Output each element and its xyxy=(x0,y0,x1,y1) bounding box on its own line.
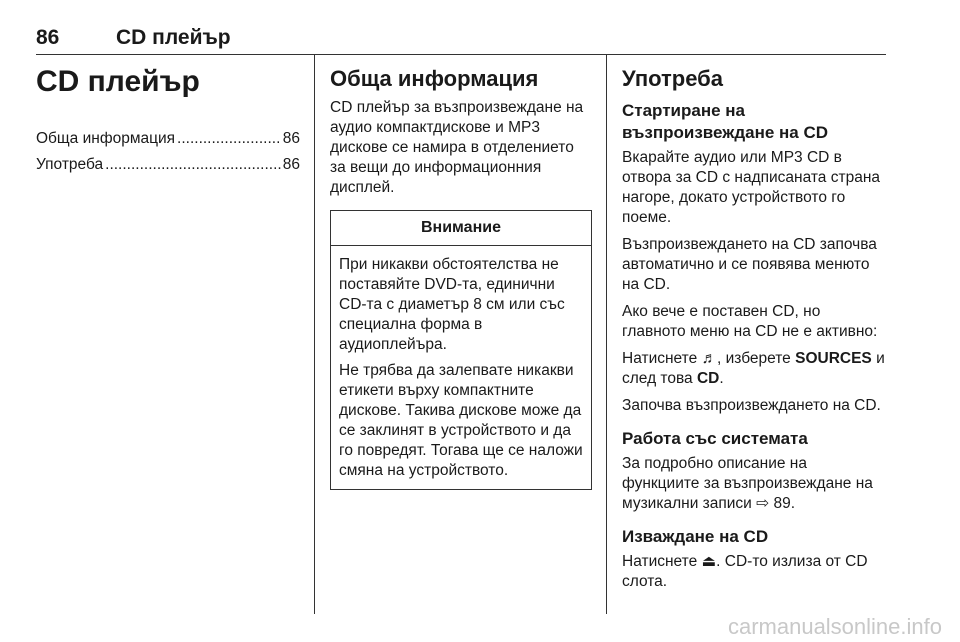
subheading-eject-cd: Изваждане на CD xyxy=(622,527,769,546)
text-fragment: За подробно описание на функциите за възпроизвеждане на музикални записи xyxy=(622,455,873,512)
notice-box xyxy=(330,210,592,490)
usage-column xyxy=(622,60,888,599)
subheading-start-playback: Стартиране на възпроизвеждане на CD xyxy=(622,101,829,142)
notice-paragraph: При никакви обстоятелства не поставяйте DVD-та, единични CD-та с диаметър 8 см или със специална форма в аудиоплейъра. xyxy=(339,256,565,353)
chapter-title: CD плейър xyxy=(36,65,200,98)
page-reference-arrow-icon: ⇨ xyxy=(756,495,770,512)
text-fragment: и след това xyxy=(622,350,885,387)
text-fragment: Натиснете xyxy=(622,553,702,570)
column-divider xyxy=(606,54,607,614)
eject-icon: ⏏ xyxy=(701,553,717,570)
text-fragment: Натиснете xyxy=(622,350,702,367)
toc-entry[interactable] xyxy=(36,152,300,178)
section-heading-general: Обща информация xyxy=(330,66,539,91)
toc-leader xyxy=(177,126,281,152)
usage-paragraph xyxy=(622,454,888,514)
toc-entry[interactable] xyxy=(36,126,300,152)
usage-paragraph xyxy=(622,349,888,389)
notice-paragraph: Не трябва да залепвате никакви етикети върху компактните дискове. Такива дискове може да се заклинят в устройството и да го повредят. Тогава ще се наложи смяна на устройството. xyxy=(339,362,583,479)
notice-body xyxy=(331,246,591,489)
text-fragment: . xyxy=(719,370,724,387)
notice-title: Внимание xyxy=(331,211,591,246)
column-divider xyxy=(314,54,315,614)
toc-entry-label: Употреба xyxy=(36,156,104,173)
usage-paragraph: Вкарайте аудио или MP3 CD в отвора за CD с надписаната страна нагоре, докато устройството го поеме. xyxy=(622,149,880,226)
music-note-icon: ♬ xyxy=(701,350,717,367)
cd-keyword: CD xyxy=(696,370,720,387)
subheading-system-operation: Работа със системата xyxy=(622,429,808,448)
page-reference-link[interactable]: 89. xyxy=(769,495,796,512)
toc-leader xyxy=(105,152,281,178)
page-number: 86 xyxy=(36,26,60,49)
usage-paragraph: Ако вече е поставен CD, но главното меню на CD не е активно: xyxy=(622,303,878,340)
general-column xyxy=(330,60,592,490)
sources-keyword: SOURCES xyxy=(795,350,872,367)
usage-paragraph: Възпроизвеждането на CD започва автоматично и се появява менюто на CD. xyxy=(622,236,877,293)
watermark: carmanualsonline.info xyxy=(727,614,942,639)
page-header xyxy=(36,26,886,55)
toc-column xyxy=(36,60,300,178)
usage-paragraph xyxy=(622,552,888,592)
header-title: CD плейър xyxy=(116,26,231,49)
toc-entry-page: 86 xyxy=(282,130,300,147)
general-text: CD плейър за възпроизвеждане на аудио компактдискове и MP3 дискове се намира в отделението за вещи до информационния дисплей. xyxy=(330,99,584,196)
toc-entry-page: 86 xyxy=(282,156,300,173)
text-fragment: , изберете xyxy=(717,350,796,367)
usage-paragraph: Започва възпроизвеждането на CD. xyxy=(622,397,881,414)
toc-entry-label: Обща информация xyxy=(36,130,176,147)
section-heading-usage: Употреба xyxy=(622,66,724,91)
text-fragment: . CD-то излиза от CD слота. xyxy=(622,553,868,590)
